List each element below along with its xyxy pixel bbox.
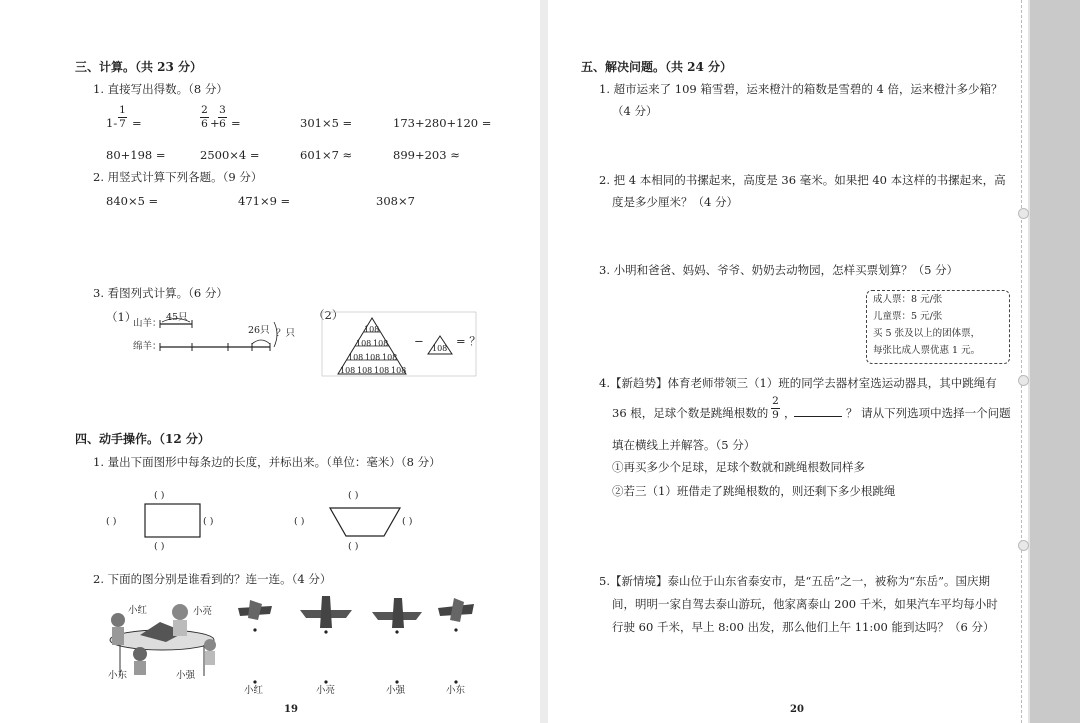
plane-view-3 [372,598,422,634]
calc-2-plus: + [210,116,220,130]
ticket-line-2: 儿童票：5 元/张 [873,311,943,322]
q5-4-line1: 4.【新趋势】体育老师带领三（1）班的同学去器材室选运动器具，其中跳绳有 [599,376,997,390]
tri-cell-4: 108 [348,353,364,362]
ticket-line-3: 买 5 张及以上的团体票， [873,328,981,339]
plane-view-4 [438,598,474,632]
calc-3: 301×5 = [300,116,353,130]
goat-count: 45只 [166,312,188,323]
rect-top-blank: ( ) [154,490,165,501]
trap-bottom-blank: ( ) [348,541,359,552]
q3-2-title: 2. 用竖式计算下列各题。（9 分） [93,170,263,184]
page-gap [540,0,548,723]
q3-1-title: 1. 直接写出得数。（8 分） [93,82,228,96]
page-number-left: 19 [284,704,298,715]
calc-1-suffix: = [132,116,142,130]
calc-1-fraction: 1 7 [119,104,126,130]
rect-left-blank: ( ) [106,516,117,527]
tri-equals: = ？ [456,334,481,348]
view-label-4: 小东 [446,685,466,696]
viewer-scrollbar[interactable] [1030,0,1080,723]
ticket-line-1: 成人票：8 元/张 [873,294,943,305]
tri-cell-6: 108 [382,353,398,362]
q5-4-option2: ②若三（1）班借走了跳绳根数的，则还剩下多少根跳绳 [612,484,896,498]
tri-cell-10: 108 [391,366,407,375]
view-label-2: 小亮 [316,685,336,696]
vertical-calc-3: 308×7 [376,194,415,208]
calc-8: 899+203 ≈ [393,148,460,162]
page-number-right: 20 [790,704,804,715]
q5-1-line1: 1. 超市运来了 109 箱雪碧，运来橙汁的箱数是雪碧的 4 倍，运来橙汁多少箱？ [599,82,1003,96]
minus-sign: − [414,334,424,348]
section5-title: 五、解决问题。（共 24 分） [581,60,733,74]
part2-label: （2） [313,308,344,322]
q4-2-title: 2. 下面的图分别是谁看到的？连一连。（4 分） [93,572,332,586]
tri-cell-5: 108 [365,353,381,362]
calc-2-fraction-a: 2 6 [201,104,208,130]
q5-5-line1: 5.【新情境】泰山位于山东省泰安市，是“五岳”之一，被称为“东岳”。国庆期 [599,574,990,588]
calc-2-fraction-b: 3 6 [219,104,226,130]
scene-name-xiaodong: 小东 [108,670,128,681]
small-tri-value: 108 [432,344,448,353]
vertical-calc-1: 840×5 = [106,194,159,208]
q5-4-line2a: 36 根，足球个数是跳绳根数的 [612,406,769,420]
q5-5-line3: 行驶 60 千米，早上 8:00 出发，那么他们上午 11:00 能到达吗？（6 分） [612,620,995,634]
plane-view-1 [238,600,272,632]
binding-hole [1018,375,1029,386]
diff-count: 26只 [248,325,270,336]
q3-3-title: 3. 看图列式计算。（6 分） [93,286,228,300]
view-label-1: 小红 [244,685,264,696]
q5-4-answer-blank[interactable] [794,406,842,420]
calc-2-suffix: = [231,116,241,130]
part1-label: （1） [106,310,137,324]
rect-right-blank: ( ) [203,516,214,527]
tri-cell-3: 108 [373,339,389,348]
q5-4-line3: 填在横线上并解答。（5 分） [612,438,756,452]
binding-hole [1018,208,1029,219]
q4-1-title: 1. 量出下面图形中每条边的长度，并标出来。（单位：毫米）（8 分） [93,455,441,469]
q5-2-line1: 2. 把 4 本相同的书摞起来，高度是 36 毫米。如果把 40 本这样的书摞起来，高 [599,173,1006,187]
goat-label: 山羊： [133,318,162,329]
q5-4-fraction: 2 9 [772,395,779,421]
q5-1-line2: （4 分） [612,104,658,118]
scene-name-xiaohong: 小红 [128,605,148,616]
tri-cell-2: 108 [356,339,372,348]
section3-title: 三、计算。（共 23 分） [75,60,203,74]
trap-left-blank: ( ) [294,516,305,527]
tri-cell-1: 108 [364,325,380,334]
vertical-calc-2: 471×9 = [238,194,291,208]
calc-4: 173+280+120 = [393,116,492,130]
binding-hole [1018,540,1029,551]
calc-1-prefix: 1- [106,116,118,130]
q5-4-option1: ①再买多少个足球，足球个数就和跳绳根数同样多 [612,460,865,474]
scene-name-xiaoliang: 小亮 [193,606,213,617]
view-label-3: 小强 [386,685,406,696]
sheep-question: ？只 [276,328,296,339]
trap-right-blank: ( ) [402,516,413,527]
q5-4-comma: ， [784,406,796,420]
sheep-label: 绵羊： [133,341,162,352]
q5-2-line2: 度是多少厘米？（4 分） [612,195,738,209]
q5-3-title: 3. 小明和爸爸、妈妈、爷爷、奶奶去动物园，怎样买票划算？（5 分） [599,263,959,277]
section4-title: 四、动手操作。（12 分） [75,432,210,446]
calc-7: 601×7 ≈ [300,148,353,162]
plane-view-2 [300,596,352,634]
q5-4-line2c: ？ 请从下列选项中选择一个问题 [846,406,1011,420]
calc-5: 80+198 = [106,148,166,162]
page-edge-dashed-line [1021,0,1023,723]
tri-cell-8: 108 [357,366,373,375]
q5-5-line2: 间，明明一家自驾去泰山游玩，他家离泰山 200 千米，如果汽车平均每小时 [612,597,998,611]
ticket-line-4: 每张比成人票优惠 1 元。 [873,345,981,356]
calc-6: 2500×4 = [200,148,260,162]
scene-name-xiaoqiang: 小强 [176,670,196,681]
trap-top-blank: ( ) [348,490,359,501]
tri-cell-7: 108 [340,366,356,375]
rect-bottom-blank: ( ) [154,541,165,552]
tri-cell-9: 108 [374,366,390,375]
